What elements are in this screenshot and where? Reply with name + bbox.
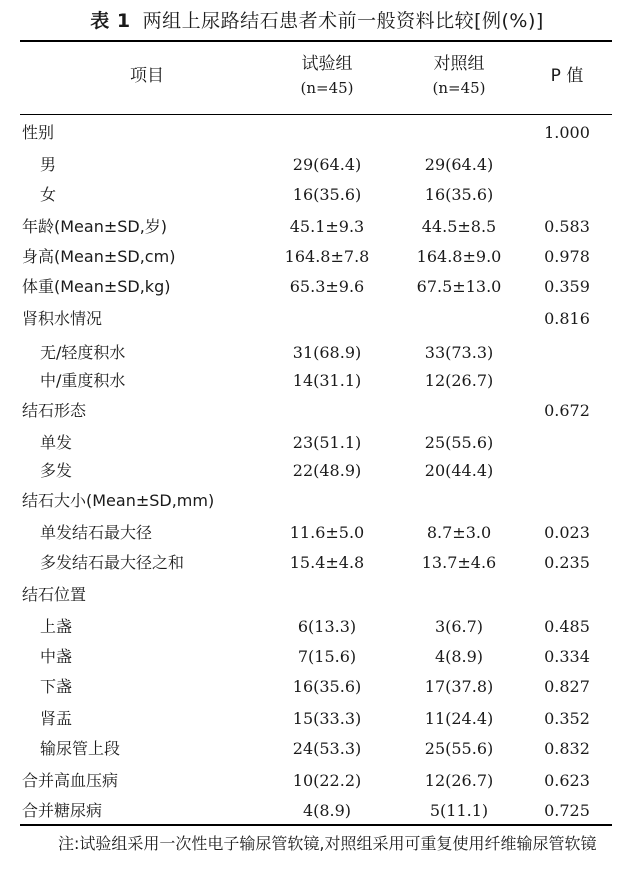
- row-item: 单发结石最大径: [40, 523, 153, 542]
- row-exp-value: 16(35.6): [292, 185, 362, 204]
- row-item: 性别: [22, 123, 55, 142]
- header-rule: [20, 114, 612, 115]
- header-exp-n: (n=45): [300, 79, 354, 97]
- row-item: 下盏: [40, 677, 73, 696]
- row-ctrl-value: 12(26.7): [424, 771, 494, 790]
- row-item: 输尿管上段: [40, 739, 121, 758]
- table-row: [0, 796, 634, 826]
- table-row: [0, 456, 634, 486]
- header-ctrl-label: 对照组: [433, 54, 485, 74]
- table-row: [0, 642, 634, 672]
- row-exp-value: 11.6±5.0: [289, 523, 365, 542]
- row-item: 肾积水情况: [22, 309, 103, 328]
- table-row: [0, 150, 634, 180]
- row-p-value: 1.000: [544, 123, 590, 142]
- table-row: [0, 242, 634, 272]
- row-exp-value: 29(64.4): [292, 155, 362, 174]
- row-p-value: 0.583: [544, 217, 590, 236]
- row-item: 体重(Mean±SD,kg): [22, 277, 171, 296]
- row-item: 多发: [40, 461, 73, 480]
- row-ctrl-value: 25(55.6): [424, 433, 494, 452]
- row-item: 结石形态: [22, 401, 87, 420]
- row-ctrl-value: 8.7±3.0: [426, 523, 492, 542]
- row-exp-value: 16(35.6): [292, 677, 362, 696]
- row-ctrl-value: 29(64.4): [424, 155, 494, 174]
- table-row: [0, 580, 634, 610]
- row-p-value: 0.485: [544, 617, 590, 636]
- table-row: [0, 366, 634, 396]
- row-exp-value: 6(13.3): [297, 617, 357, 636]
- row-p-value: 0.978: [544, 247, 590, 266]
- table-row: [0, 704, 634, 734]
- table-row: [0, 338, 634, 368]
- row-p-value: 0.832: [544, 739, 590, 758]
- table-title: [0, 6, 634, 33]
- row-p-value: 0.235: [544, 553, 590, 572]
- table-title-text: 两组上尿路结石患者术前一般资料比较[例(%)]: [142, 10, 544, 32]
- row-ctrl-value: 17(37.8): [424, 677, 494, 696]
- row-p-value: 0.672: [544, 401, 590, 420]
- row-exp-value: 14(31.1): [292, 371, 362, 390]
- header-exp-label: 试验组: [301, 54, 353, 74]
- row-ctrl-value: 11(24.4): [424, 709, 494, 728]
- row-exp-value: 45.1±9.3: [289, 217, 365, 236]
- table-row: [0, 304, 634, 334]
- row-exp-value: 15(33.3): [292, 709, 362, 728]
- row-exp-value: 22(48.9): [292, 461, 362, 480]
- header-item: 项目: [130, 66, 164, 86]
- row-p-value: 0.827: [544, 677, 590, 696]
- table-row: [0, 612, 634, 642]
- row-item: 女: [40, 185, 57, 204]
- row-ctrl-value: 13.7±4.6: [421, 553, 497, 572]
- row-p-value: 0.352: [544, 709, 590, 728]
- row-ctrl-value: 164.8±9.0: [416, 247, 502, 266]
- row-p-value: 0.623: [544, 771, 590, 790]
- table-row: [0, 548, 634, 578]
- row-ctrl-value: 25(55.6): [424, 739, 494, 758]
- row-item: 身高(Mean±SD,cm): [22, 247, 176, 266]
- row-exp-value: 24(53.3): [292, 739, 362, 758]
- table-row: [0, 734, 634, 764]
- row-p-value: 0.359: [544, 277, 590, 296]
- row-ctrl-value: 4(8.9): [434, 647, 484, 666]
- row-item: 肾盂: [40, 709, 73, 728]
- row-item: 中盏: [40, 647, 73, 666]
- table-row: [0, 766, 634, 796]
- table-row: [0, 428, 634, 458]
- row-exp-value: 23(51.1): [292, 433, 362, 452]
- row-exp-value: 31(68.9): [292, 343, 362, 362]
- header-ctrl-n: (n=45): [432, 79, 486, 97]
- row-p-value: 0.023: [544, 523, 590, 542]
- row-ctrl-value: 12(26.7): [424, 371, 494, 390]
- row-p-value: 0.334: [544, 647, 590, 666]
- row-item: 无/轻度积水: [40, 343, 126, 362]
- table-row: [0, 180, 634, 210]
- row-p-value: 0.725: [544, 801, 590, 820]
- row-ctrl-value: 16(35.6): [424, 185, 494, 204]
- row-ctrl-value: 67.5±13.0: [416, 277, 502, 296]
- row-item: 多发结石最大径之和: [40, 553, 185, 572]
- row-ctrl-value: 20(44.4): [424, 461, 494, 480]
- table-row: [0, 396, 634, 426]
- top-rule: [20, 40, 612, 42]
- row-exp-value: 164.8±7.8: [284, 247, 370, 266]
- row-ctrl-value: 33(73.3): [424, 343, 494, 362]
- table-note: 注:试验组采用一次性电子输尿管软镜,对照组采用可重复使用纤维输尿管软镜: [58, 834, 597, 853]
- row-ctrl-value: 5(11.1): [429, 801, 489, 820]
- row-item: 上盏: [40, 617, 73, 636]
- header-p: P 值: [550, 66, 584, 86]
- row-item: 年龄(Mean±SD,岁): [22, 217, 168, 236]
- row-item: 单发: [40, 433, 73, 452]
- table-row: [0, 486, 634, 516]
- row-p-value: 0.816: [544, 309, 590, 328]
- row-exp-value: 65.3±9.6: [289, 277, 365, 296]
- row-item: 结石大小(Mean±SD,mm): [22, 491, 215, 510]
- table-label: 表 1: [90, 10, 131, 32]
- row-exp-value: 4(8.9): [302, 801, 352, 820]
- row-exp-value: 15.4±4.8: [289, 553, 365, 572]
- row-exp-value: 7(15.6): [297, 647, 357, 666]
- row-item: 中/重度积水: [40, 371, 126, 390]
- row-ctrl-value: 3(6.7): [434, 617, 484, 636]
- row-item: 男: [40, 155, 57, 174]
- row-exp-value: 10(22.2): [292, 771, 362, 790]
- row-item: 合并糖尿病: [22, 801, 103, 820]
- row-item: 合并高血压病: [22, 771, 119, 790]
- table-row: [0, 118, 634, 148]
- row-ctrl-value: 44.5±8.5: [421, 217, 497, 236]
- bottom-rule: [20, 824, 612, 826]
- table-row: [0, 212, 634, 242]
- table-row: [0, 272, 634, 302]
- table-row: [0, 518, 634, 548]
- row-item: 结石位置: [22, 585, 87, 604]
- table-row: [0, 672, 634, 702]
